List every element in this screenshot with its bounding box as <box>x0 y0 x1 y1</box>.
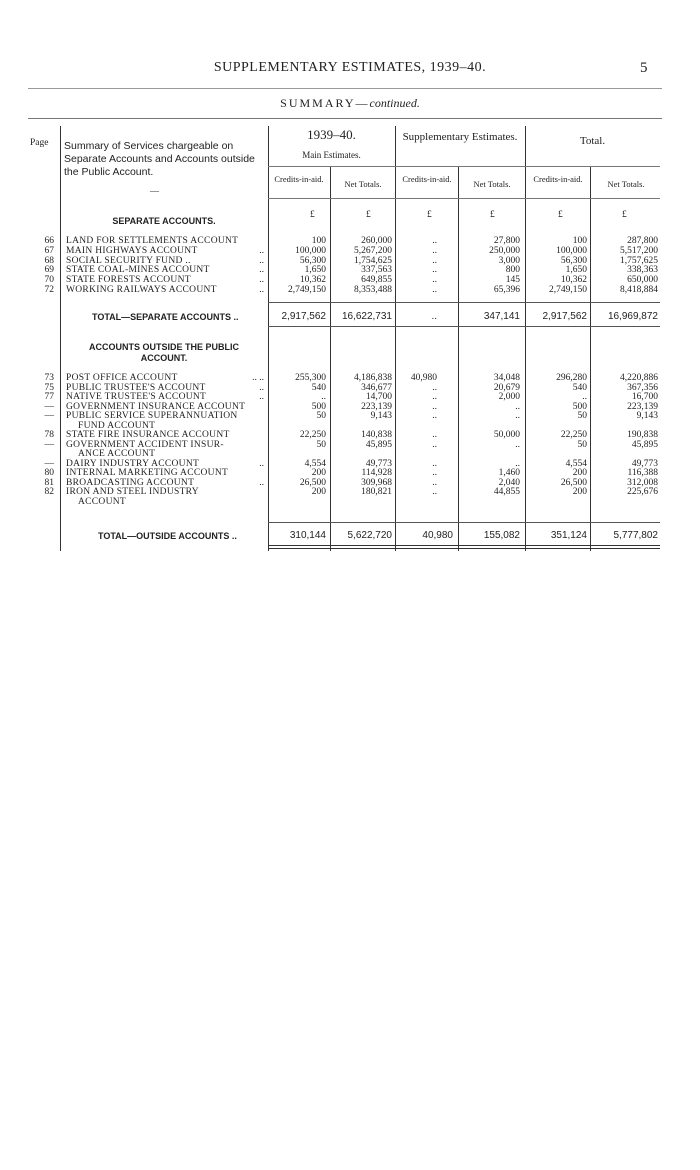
header-net-supp: Net Totals. <box>473 179 511 189</box>
out-row-page: 80 <box>44 468 54 478</box>
sep-row-leader: .. <box>259 285 264 295</box>
out-row-c2: .. <box>432 392 437 402</box>
sep-row-page: 69 <box>44 265 54 276</box>
section-heading-outside-2: ACCOUNT. <box>140 353 188 363</box>
out-row-n1: 45,895 <box>365 439 392 450</box>
col-page-header: Page <box>30 138 49 148</box>
out-row-c3: 22,250 <box>560 430 587 440</box>
out-row-c2: .. <box>432 477 437 488</box>
out-row-c1: 200 <box>311 468 326 478</box>
out-row-c2: .. <box>432 487 437 497</box>
out-row-n2: 2,040 <box>498 477 520 488</box>
out-row-name: GOVERNMENT INSURANCE ACCOUNT <box>66 401 246 412</box>
out-row-name-cont: ANCE ACCOUNT <box>78 449 156 459</box>
out-row-c1: 255,300 <box>295 373 326 383</box>
group-main-subheader: Main Estimates. <box>302 150 361 160</box>
out-row-n3: 49,773 <box>631 458 658 469</box>
out-total-top-rule <box>268 522 660 523</box>
currency-c1: £ <box>310 210 315 220</box>
out-row-n3: 367,356 <box>627 382 658 393</box>
out-row-leader: .. .. <box>252 373 264 383</box>
sep-row-c1: 100,000 <box>295 245 326 256</box>
out-row-c2: .. <box>432 439 437 450</box>
out-row-name-cont: ACCOUNT <box>78 496 127 507</box>
out-row-n2: .. <box>515 439 520 450</box>
out-row-name: BROADCASTING ACCOUNT <box>66 477 195 488</box>
sep-row-n2: 250,000 <box>489 245 520 256</box>
out-total-c1: 310,144 <box>289 530 326 541</box>
out-row-c3: 296,280 <box>556 373 587 383</box>
out-row-c2: .. <box>432 401 437 412</box>
out-row-n2: 2,000 <box>498 392 520 402</box>
out-row-n1: 180,821 <box>361 487 392 497</box>
header-rule <box>28 88 662 89</box>
out-row-name: PUBLIC TRUSTEE'S ACCOUNT <box>66 382 206 393</box>
header-credits-supp: Credits-in-aid. <box>402 174 452 184</box>
sep-row-leader: .. <box>259 275 264 286</box>
out-row-page: 82 <box>44 487 54 497</box>
rule-main <box>268 126 269 551</box>
sep-row-n2: 65,396 <box>493 285 520 295</box>
out-row-c3: 26,500 <box>560 477 587 488</box>
sep-row-page: 67 <box>44 245 54 256</box>
out-row-n1: 114,928 <box>361 468 392 478</box>
out-row-c3: 500 <box>572 401 587 412</box>
out-row-n3: 223,139 <box>627 401 658 412</box>
out-row-page: 81 <box>44 477 54 488</box>
out-row-n1: 346,677 <box>361 382 392 393</box>
sep-row-name: STATE FORESTS ACCOUNT <box>66 275 191 286</box>
sep-row-page: 66 <box>44 236 54 246</box>
group-supp-header: Supplementary Estimates. <box>402 131 518 143</box>
out-row-page: — <box>44 439 54 450</box>
out-row-c3: 200 <box>572 468 587 478</box>
out-row-leader: .. <box>259 392 264 402</box>
sep-total-bottom-rule <box>268 326 660 327</box>
sep-row-c2: .. <box>432 275 437 286</box>
out-row-c1: 26,500 <box>299 477 326 488</box>
out-row-n2: 44,855 <box>493 487 520 497</box>
out-total-c2: 40,980 <box>422 530 453 541</box>
sep-row-c2: .. <box>432 285 437 295</box>
sep-row-n3: 8,418,884 <box>620 285 658 295</box>
out-row-c1: .. <box>321 392 326 402</box>
header-net-total: Net Totals. <box>607 179 645 189</box>
sep-row-c1: 2,749,150 <box>288 285 326 295</box>
group-main-header: 1939–40. <box>307 127 356 142</box>
group-total-header: Total. <box>579 135 606 147</box>
out-row-c2: .. <box>432 411 437 421</box>
sep-row-n2: 800 <box>505 265 520 276</box>
out-total-bottom-rule-1 <box>268 545 660 546</box>
out-row-c2: .. <box>432 382 437 393</box>
out-row-name: DAIRY INDUSTRY ACCOUNT <box>66 458 200 469</box>
sep-row-c3: 100,000 <box>556 245 587 256</box>
sep-row-n2: 3,000 <box>498 255 520 266</box>
sep-row-n1: 649,855 <box>361 275 392 286</box>
out-row-name: INTERNAL MARKETING ACCOUNT <box>66 468 229 478</box>
out-row-name: STATE FIRE INSURANCE ACCOUNT <box>66 430 230 440</box>
out-row-n1: 223,139 <box>361 401 392 412</box>
out-row-name-cont: FUND ACCOUNT <box>78 420 156 431</box>
header-credits-main: Credits-in-aid. <box>274 174 324 184</box>
out-row-n2: 50,000 <box>493 430 520 440</box>
out-row-c2: .. <box>432 430 437 440</box>
sep-row-c1: 100 <box>311 236 326 246</box>
sep-total-n3: 16,969,872 <box>607 311 658 322</box>
out-row-n1: 14,700 <box>365 392 392 402</box>
out-total-bottom-rule-2 <box>268 548 660 549</box>
page-number: 5 <box>640 60 648 76</box>
out-total-n2: 155,082 <box>483 530 520 541</box>
out-row-c1: 50 <box>316 411 326 421</box>
sep-row-leader: .. <box>259 255 264 266</box>
out-row-c2: .. <box>432 468 437 478</box>
sep-row-n2: 27,800 <box>493 236 520 246</box>
sep-row-name: MAIN HIGHWAYS ACCOUNT <box>66 245 198 256</box>
out-row-n1: 49,773 <box>365 458 392 469</box>
section-heading-separate: SEPARATE ACCOUNTS. <box>112 216 216 226</box>
out-row-n3: 116,388 <box>627 468 658 478</box>
sep-row-c3: 1,650 <box>565 265 587 276</box>
sep-row-page: 70 <box>44 275 54 286</box>
out-row-n2: 20,679 <box>493 382 520 393</box>
rule-page <box>60 126 61 551</box>
sep-row-n2: 145 <box>505 275 520 286</box>
sep-row-leader: .. <box>259 265 264 276</box>
out-row-c1: 4,554 <box>304 458 326 469</box>
out-row-n3: 312,008 <box>627 477 658 488</box>
sep-row-n3: 650,000 <box>627 275 658 286</box>
sep-row-page: 68 <box>44 255 54 266</box>
sep-total-top-rule <box>268 302 660 303</box>
out-row-n2: .. <box>515 458 520 469</box>
sep-row-leader: .. <box>259 245 264 256</box>
out-row-page: 78 <box>44 430 54 440</box>
out-row-name: NATIVE TRUSTEE'S ACCOUNT <box>66 392 207 402</box>
sep-row-c3: 100 <box>572 236 587 246</box>
out-row-c1: 200 <box>311 487 326 497</box>
sep-row-c3: 2,749,150 <box>549 285 587 295</box>
sep-row-c1: 56,300 <box>299 255 326 266</box>
out-row-n1: 4,186,838 <box>354 373 392 383</box>
out-row-n3: 45,895 <box>631 439 658 450</box>
header-credits-total: Credits-in-aid. <box>533 174 583 184</box>
out-row-name: POST OFFICE ACCOUNT <box>66 373 178 383</box>
sep-row-c2: .. <box>432 255 437 266</box>
sep-total-c2: .. <box>431 311 437 322</box>
out-row-c3: 4,554 <box>565 458 587 469</box>
out-row-leader: .. <box>259 458 264 469</box>
subtitle-main: SUMMARY— <box>280 96 370 110</box>
out-row-page: 75 <box>44 382 54 393</box>
subtitle-italic: continued. <box>369 96 420 110</box>
sep-row-n1: 5,267,200 <box>354 245 392 256</box>
rule-total <box>525 126 526 551</box>
sep-total-c1: 2,917,562 <box>281 311 326 322</box>
sep-row-c1: 10,362 <box>299 275 326 286</box>
rule-supp <box>395 126 396 551</box>
out-row-c1: 500 <box>311 401 326 412</box>
sep-row-n1: 8,353,488 <box>354 285 392 295</box>
out-row-page: 73 <box>44 373 54 383</box>
out-row-c3: 200 <box>572 487 587 497</box>
out-row-c1: 22,250 <box>299 430 326 440</box>
rule-main-mid <box>330 166 331 551</box>
sep-row-name: SOCIAL SECURITY FUND .. <box>66 255 191 266</box>
out-row-page: — <box>44 401 54 412</box>
out-row-n2: 34,048 <box>493 373 520 383</box>
out-row-c2: 40,980 <box>410 373 437 383</box>
sep-total-n2: 347,141 <box>483 311 520 322</box>
out-row-c3: 50 <box>577 411 587 421</box>
out-row-n1: 140,838 <box>361 430 392 440</box>
out-row-page: — <box>44 411 54 421</box>
out-row-c3: .. <box>582 392 587 402</box>
out-total-n3: 5,777,802 <box>613 530 658 541</box>
sep-row-n3: 1,757,625 <box>620 255 658 266</box>
sep-row-name: LAND FOR SETTLEMENTS ACCOUNT <box>66 236 239 246</box>
currency-n2: £ <box>490 210 495 220</box>
sep-total-n1: 16,622,731 <box>341 311 392 322</box>
sep-row-n1: 337,563 <box>361 265 392 276</box>
currency-n1: £ <box>366 210 371 220</box>
sep-row-c2: .. <box>432 236 437 246</box>
summary-subtitle <box>0 96 700 111</box>
out-row-name: IRON AND STEEL INDUSTRY <box>66 487 199 497</box>
out-row-page: 77 <box>44 392 54 402</box>
out-row-n3: 225,676 <box>627 487 658 497</box>
currency-c2: £ <box>427 210 432 220</box>
out-row-n2: .. <box>515 401 520 412</box>
sep-row-c1: 1,650 <box>304 265 326 276</box>
out-row-n2: .. <box>515 411 520 421</box>
sep-row-n3: 287,800 <box>627 236 658 246</box>
out-row-c3: 540 <box>572 382 587 393</box>
out-row-c2: .. <box>432 458 437 469</box>
sep-total-c3: 2,917,562 <box>542 311 587 322</box>
col-description-header: Summary of Services chargeable on Separate Accounts and Accounts outside the Public Account. <box>64 140 255 178</box>
out-row-name: GOVERNMENT ACCIDENT INSUR- <box>66 439 224 450</box>
currency-n3: £ <box>622 210 627 220</box>
out-total-label: TOTAL—OUTSIDE ACCOUNTS .. <box>98 531 237 541</box>
sep-row-page: 72 <box>44 285 54 295</box>
document-title: SUPPLEMENTARY ESTIMATES, 1939–40. <box>213 60 487 75</box>
header-dash: — <box>150 186 159 196</box>
out-row-n2: 1,460 <box>498 468 520 478</box>
out-row-n1: 9,143 <box>370 411 392 421</box>
sep-row-name: WORKING RAILWAYS ACCOUNT <box>66 285 217 295</box>
sep-row-c3: 10,362 <box>560 275 587 286</box>
out-row-page: — <box>44 458 54 469</box>
out-row-n3: 9,143 <box>636 411 658 421</box>
out-total-n1: 5,622,720 <box>347 530 392 541</box>
rule-supp-mid <box>458 166 459 551</box>
sep-row-c3: 56,300 <box>560 255 587 266</box>
out-row-c3: 50 <box>577 439 587 450</box>
sep-total-label: TOTAL—SEPARATE ACCOUNTS .. <box>92 312 239 322</box>
sep-row-name: STATE COAL-MINES ACCOUNT <box>66 265 210 276</box>
subheader-rule <box>268 166 660 167</box>
out-row-c1: 50 <box>316 439 326 450</box>
header-net-main: Net Totals. <box>344 179 382 189</box>
header-bottom-rule <box>268 198 660 199</box>
out-row-name: PUBLIC SERVICE SUPERANNUATION <box>66 411 238 421</box>
sep-row-n1: 1,754,625 <box>354 255 392 266</box>
out-row-leader: .. <box>259 477 264 488</box>
out-total-c3: 351,124 <box>550 530 587 541</box>
out-row-n3: 16,700 <box>631 392 658 402</box>
sep-row-c2: .. <box>432 245 437 256</box>
out-row-n3: 190,838 <box>627 430 658 440</box>
sep-row-c2: .. <box>432 265 437 276</box>
out-row-n1: 309,968 <box>361 477 392 488</box>
rule-total-mid <box>590 166 591 551</box>
sep-row-n1: 260,000 <box>361 236 392 246</box>
section-heading-outside-1: ACCOUNTS OUTSIDE THE PUBLIC <box>88 342 239 352</box>
currency-c3: £ <box>558 210 563 220</box>
out-row-leader: .. <box>259 382 264 393</box>
out-row-n3: 4,220,886 <box>620 373 658 383</box>
sep-row-n3: 5,517,200 <box>620 245 658 256</box>
table-top-rule <box>28 118 662 119</box>
out-row-c1: 540 <box>311 382 326 393</box>
sep-row-n3: 338,363 <box>627 265 658 276</box>
